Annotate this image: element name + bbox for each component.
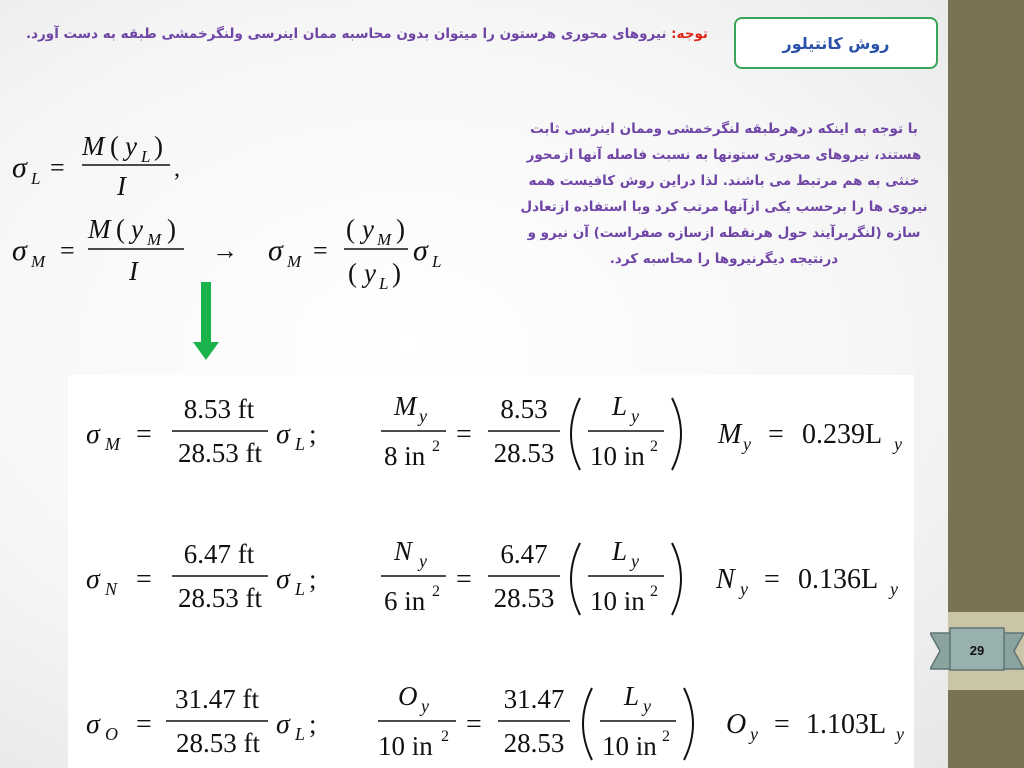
fraction-numerator: 31.47 ft <box>175 684 259 714</box>
sigma-subscript: N <box>105 579 118 599</box>
y-subscript: y <box>643 696 651 716</box>
y-subscript: y <box>894 434 902 454</box>
explain-line: درنتیجه دیگرنیروها را محاسبه کرد. <box>609 251 839 267</box>
y-subscript: y <box>890 579 898 599</box>
ratio-numerator: 8.53 <box>500 394 548 424</box>
sigma-symbol: σ <box>86 709 100 740</box>
fraction-denominator: 28.53 ft <box>176 728 260 758</box>
sigma-symbol: σ <box>12 151 27 184</box>
big-paren <box>672 398 681 470</box>
equals-sign: = <box>60 236 75 265</box>
equals-sign: = <box>768 419 784 450</box>
force-symbol: M <box>394 391 417 421</box>
sigma-symbol: σ <box>12 234 27 267</box>
semicolon: ; <box>309 419 317 449</box>
y-subscript: y <box>896 724 904 744</box>
exponent: 2 <box>432 583 440 600</box>
equals-sign: = <box>764 564 780 595</box>
y-symbol: y <box>362 214 374 244</box>
inertia-symbol: I <box>129 256 138 286</box>
inertia-symbol: I <box>117 171 126 201</box>
result-symbol: M <box>718 419 742 450</box>
paren: ( <box>348 258 357 288</box>
moment-symbol: M <box>88 214 111 244</box>
fraction-denominator: 28.53 ft <box>178 438 262 468</box>
sigma-subscript: L <box>295 724 306 744</box>
y-subscript: y <box>421 696 429 716</box>
sub-l: L <box>432 252 442 271</box>
sigma-symbol: σ <box>86 419 100 450</box>
ref-symbol: L <box>612 536 628 566</box>
paren: ) <box>392 258 401 288</box>
ref-symbol: L <box>624 681 640 711</box>
ref-symbol: L <box>612 391 628 421</box>
force-symbol: N <box>394 536 413 566</box>
result-value: 0.136L <box>798 564 879 595</box>
explain-line: سازه (لنگربرآیند حول هرنقطه ازسازه صفراست) آن نیرو و <box>527 225 921 241</box>
page-number-badge <box>930 625 1024 677</box>
ratio-numerator: 6.47 <box>500 539 548 569</box>
semicolon: ; <box>309 564 317 594</box>
big-paren <box>672 543 681 615</box>
y-subscript: y <box>740 579 748 599</box>
paren: ) <box>167 214 176 244</box>
sigma-symbol: σ <box>276 564 290 595</box>
ref-area: 10 in <box>602 731 657 761</box>
area-text: 6 in <box>384 586 426 616</box>
paren: ( <box>346 214 355 244</box>
y-subscript: y <box>419 551 427 571</box>
paren: ) <box>396 214 405 244</box>
equals-sign: = <box>50 153 65 182</box>
sub-l: L <box>141 147 151 166</box>
result-value: 0.239L <box>802 419 883 450</box>
fraction-denominator: 28.53 ft <box>178 583 262 613</box>
note-label: توجه: <box>671 26 708 42</box>
explain-line: با توجه به اینکه درهرطبقه لنگرخمشی وممان اینرسی ثابت <box>530 121 918 137</box>
sigma-subscript: M <box>105 434 120 454</box>
paren: ) <box>154 131 163 161</box>
fraction-numerator: 6.47 ft <box>183 539 255 569</box>
result-row-n <box>86 536 898 616</box>
y-subscript: y <box>631 551 639 571</box>
equals-sign: = <box>136 709 152 740</box>
equals-sign: = <box>774 709 790 740</box>
big-paren <box>684 688 693 760</box>
explain-line: نیروی ها را برحسب یکی ازآنها مرتب کرد وبا استفاده ازتعادل <box>520 199 928 215</box>
y-symbol: y <box>131 214 143 244</box>
sigma-symbol: σ <box>276 709 290 740</box>
fraction-numerator: 8.53 ft <box>183 394 255 424</box>
sigma-symbol: σ <box>268 234 283 267</box>
paren: ( <box>116 214 125 244</box>
y-subscript: y <box>419 406 427 426</box>
sigma-symbol: σ <box>276 419 290 450</box>
ref-area: 10 in <box>590 441 645 471</box>
force-symbol: O <box>398 681 418 711</box>
equals-sign: = <box>136 419 152 450</box>
sub-m: M <box>31 252 46 271</box>
area-text: 8 in <box>384 441 426 471</box>
moment-symbol: M <box>82 131 105 161</box>
ratio-numerator: 31.47 <box>503 684 565 714</box>
sigma-subscript: L <box>295 579 306 599</box>
arrow-symbol: → <box>212 236 238 265</box>
equals-sign: = <box>313 236 328 265</box>
equals-sign: = <box>456 564 472 595</box>
exponent: 2 <box>650 438 658 455</box>
ref-area: 10 in <box>590 586 645 616</box>
semicolon: ; <box>309 709 317 739</box>
sigma-subscript: L <box>295 434 306 454</box>
sigma-subscript: O <box>105 724 118 744</box>
result-row-m <box>86 391 902 471</box>
result-value: 1.103L <box>806 709 887 740</box>
note-text: نیروهای محوری هرستون را میتوان بدون محاسبه ممان اینرسی ولنگرخمشی طبقه به دست آورد. <box>25 26 672 42</box>
page-number: 29 <box>969 643 985 658</box>
result-row-o <box>86 681 904 761</box>
y-subscript: y <box>750 724 758 744</box>
sigma-symbol: σ <box>86 564 100 595</box>
y-symbol: y <box>125 131 137 161</box>
slide-title: روش کانتیلور <box>782 33 890 53</box>
sigma-symbol: σ <box>413 234 428 267</box>
explain-line: خنثی به هم مرتبط می باشند. لذا دراین روش کافیست همه <box>528 173 920 189</box>
area-text: 10 in <box>378 731 433 761</box>
explain-line: هستند، نیروهای محوری ستونها به نسبت فاصله آنها ازمحور <box>526 147 922 163</box>
equals-sign: = <box>136 564 152 595</box>
exponent: 2 <box>650 583 658 600</box>
big-paren <box>571 543 580 615</box>
exponent: 2 <box>662 728 670 745</box>
exponent: 2 <box>441 728 449 745</box>
sub-m: M <box>377 230 392 249</box>
exponent: 2 <box>432 438 440 455</box>
big-paren <box>583 688 592 760</box>
equals-sign: = <box>456 419 472 450</box>
y-symbol: y <box>364 258 376 288</box>
paren: ( <box>110 131 119 161</box>
sub-m: M <box>147 230 162 249</box>
sub-l: L <box>379 274 389 293</box>
result-symbol: O <box>726 709 747 740</box>
ratio-denominator: 28.53 <box>493 583 555 613</box>
result-symbol: N <box>716 564 735 595</box>
sub-l: L <box>31 169 41 188</box>
sub-m: M <box>287 252 302 271</box>
y-subscript: y <box>743 434 751 454</box>
equals-sign: = <box>466 709 482 740</box>
comma: , <box>174 156 180 182</box>
y-subscript: y <box>631 406 639 426</box>
ratio-denominator: 28.53 <box>493 438 555 468</box>
ratio-denominator: 28.53 <box>503 728 565 758</box>
big-paren <box>571 398 580 470</box>
